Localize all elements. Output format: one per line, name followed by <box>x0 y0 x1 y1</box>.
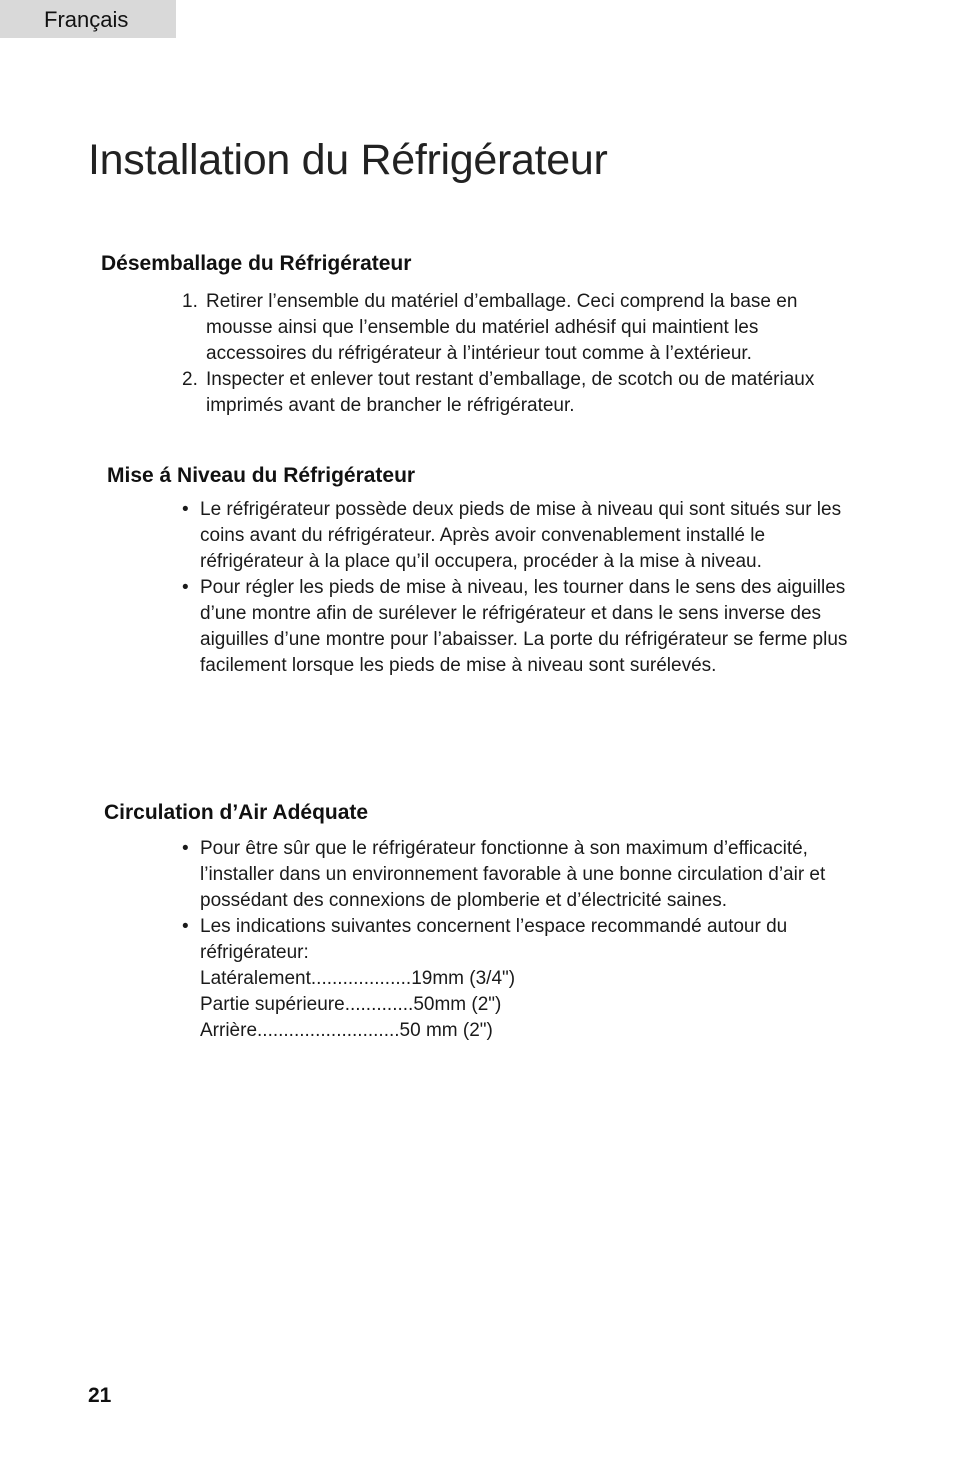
page-title: Installation du Réfrigérateur <box>88 136 608 184</box>
language-tab: Français <box>0 0 176 38</box>
list-item <box>182 289 862 367</box>
list-number: 2. <box>182 369 198 390</box>
list-item <box>182 575 852 679</box>
list-item <box>182 367 862 419</box>
bullet-icon: • <box>182 577 189 598</box>
list-item-text: Pour être sûr que le réfrigérateur fonctionne à son maximum d’efficacité, l’installer dans un environnement favorable à une bonne circulation d’air et possédant des connexions de plomberie et d’électricité saines. <box>200 838 826 911</box>
clearance-spec-row: Partie supérieure.............50mm (2") <box>200 994 502 1015</box>
list-item-text: Les indications suivantes concernent l’espace recommandé autour du réfrigérateur: <box>200 916 788 963</box>
bullet-icon: • <box>182 499 189 520</box>
list-item-text: Le réfrigérateur possède deux pieds de mise à niveau qui sont situés sur les coins avant du réfrigérateur. Après avoir convenablement installé le réfrigérateur à la place qu’il occupera, procéder à la mise à niveau. <box>200 499 842 572</box>
clearance-spec-row: Arrière...........................50 mm (2") <box>200 1020 493 1041</box>
bullet-icon: • <box>182 838 189 859</box>
section-heading-unpacking: Désemballage du Réfrigérateur <box>101 252 412 275</box>
list-item-text: Retirer l’ensemble du matériel d’emballage. Ceci comprend la base en mousse ainsi que l’ensemble du matériel adhésif qui maintient les accessoires du réfrigérateur à l’intérieur tout comme à l’extérieur. <box>206 291 798 364</box>
clearance-spec-list <box>200 966 852 1044</box>
list-item-text: Inspecter et enlever tout restant d’emballage, de scotch ou de matériaux imprimés avant de brancher le réfrigérateur. <box>206 369 815 416</box>
list-item <box>182 497 852 575</box>
section-heading-air-circulation: Circulation d’Air Adéquate <box>104 801 369 824</box>
bullet-icon: • <box>182 916 189 937</box>
page-number: 21 <box>88 1384 112 1407</box>
section-heading-leveling: Mise á Niveau du Réfrigérateur <box>107 464 416 487</box>
list-number: 1. <box>182 291 198 312</box>
clearance-spec-row: Latéralement...................19mm (3/4") <box>200 968 516 989</box>
air-circulation-bullets-list <box>182 836 852 1044</box>
list-item <box>182 914 852 1044</box>
unpacking-steps-list <box>182 289 862 419</box>
list-item-text: Pour régler les pieds de mise à niveau, les tourner dans le sens des aiguilles d’une montre afin de surélever le réfrigérateur et dans le sens inverse des aiguilles d’une montre pour l’abaisser. La porte du réfrigérateur se ferme plus facilement lorsque les pieds de mise à niveau sont surélevés. <box>200 577 848 676</box>
leveling-bullets-list <box>182 497 852 679</box>
list-item <box>182 836 852 914</box>
